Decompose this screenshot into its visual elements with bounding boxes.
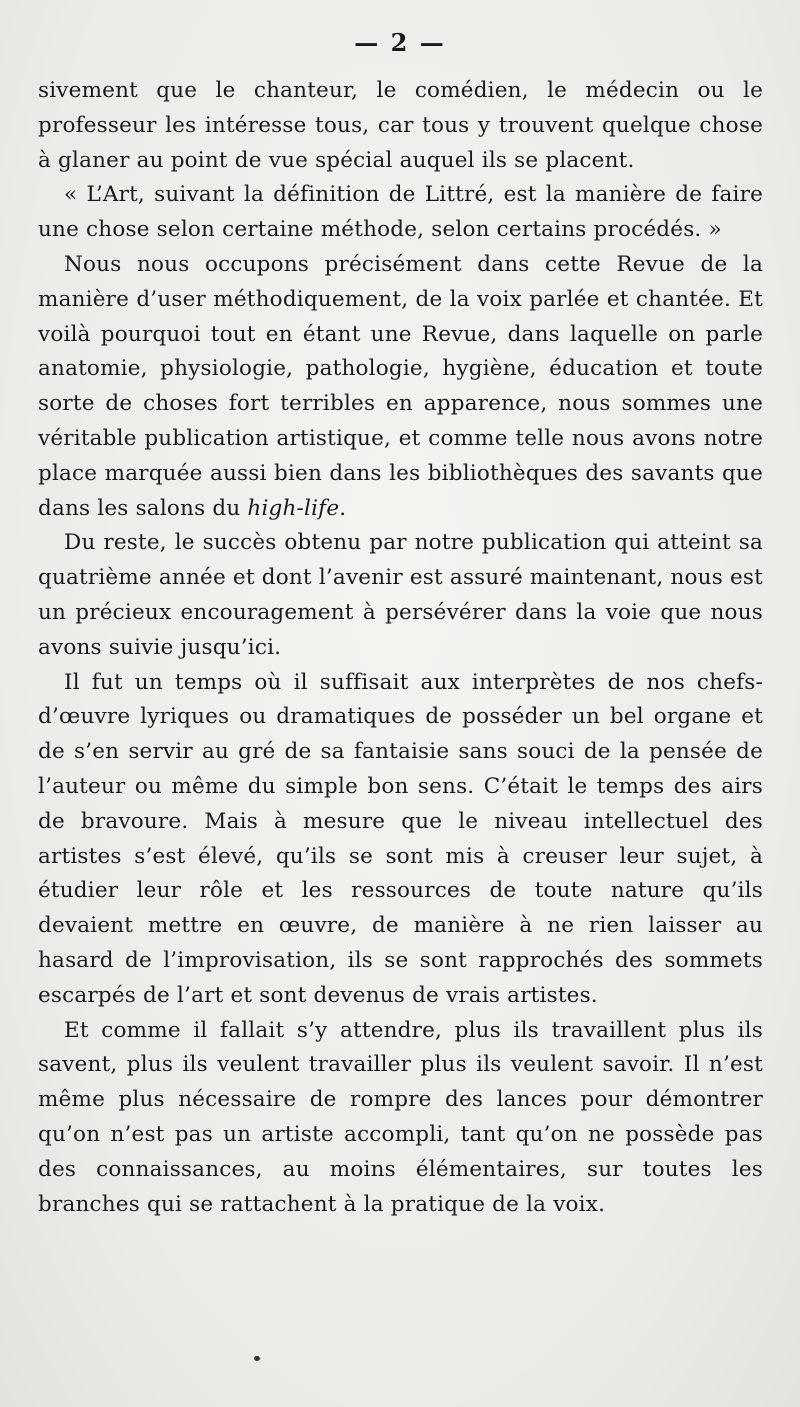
paragraph-3-text: Nous nous occupons précisément dans cette Revue de la manière d’user méthodiquement, de la voix parlée et chantée. Et voilà pourquoi tout en étant une Revue, dans laquelle on parle anatomie, physiologie, pathologie, hygiène, éducation et toute sorte de choses fort terribles en apparence, nous sommes une véritable publication artistique, et comme telle nous avons notre place marquée aussi bien dans les bibliothèques des savants que dans les salons du (38, 251, 763, 521)
paragraph-3 (38, 248, 763, 526)
body-text (38, 74, 763, 1222)
paragraph-1: sivement que le chanteur, le comédien, le médecin ou le professeur les intéresse tous, car tous y trouvent quelque chose à glaner au point de vue spécial auquel ils se placent. (38, 78, 763, 173)
ink-speck (254, 1356, 260, 1361)
paragraph-4: Du reste, le succès obtenu par notre publication qui atteint sa quatrième année et dont l’avenir est assuré maintenant, nous est un précieux encouragement à persévérer dans la voie que nous avons suivie jusqu’ici. (38, 530, 763, 660)
paragraph-3-end: . (339, 495, 347, 521)
page-number: — 2 — (354, 28, 446, 57)
paragraph-6: Et comme il fallait s’y attendre, plus ils travaillent plus ils savent, plus ils veulent travailler plus ils veulent savoir. Il n’est même plus nécessaire de rompre des lances pour démontrer qu’on n’est pas un artiste accompli, tant qu’on ne possède pas des connaissances, au moins élémentaires, sur toutes les branches qui se rattachent à la pratique de la voix. (38, 1017, 763, 1217)
paragraph-2: « L’Art, suivant la définition de Littré, est la manière de faire une chose selon certaine méthode, selon certains procédés. » (38, 182, 763, 243)
paragraph-5: Il fut un temps où il suffisait aux interprètes de nos chefs-d’œuvre lyriques ou dramatiques de posséder un bel organe et de s’en servir au gré de sa fantaisie sans souci de la pensée de l’auteur ou même du simple bon sens. C’était le temps des airs de bravoure. Mais à mesure que le niveau intellectuel des artistes s’est élevé, qu’ils se sont mis à creuser leur sujet, à étudier leur rôle et les ressources de toute nature qu’ils devaient mettre en œuvre, de manière à ne rien laisser au hasard de l’improvisation, ils se sont rapprochés des sommets escarpés de l’art et sont devenus de vrais artistes. (38, 669, 763, 1008)
paragraph-3-italic: high-life (247, 495, 340, 521)
